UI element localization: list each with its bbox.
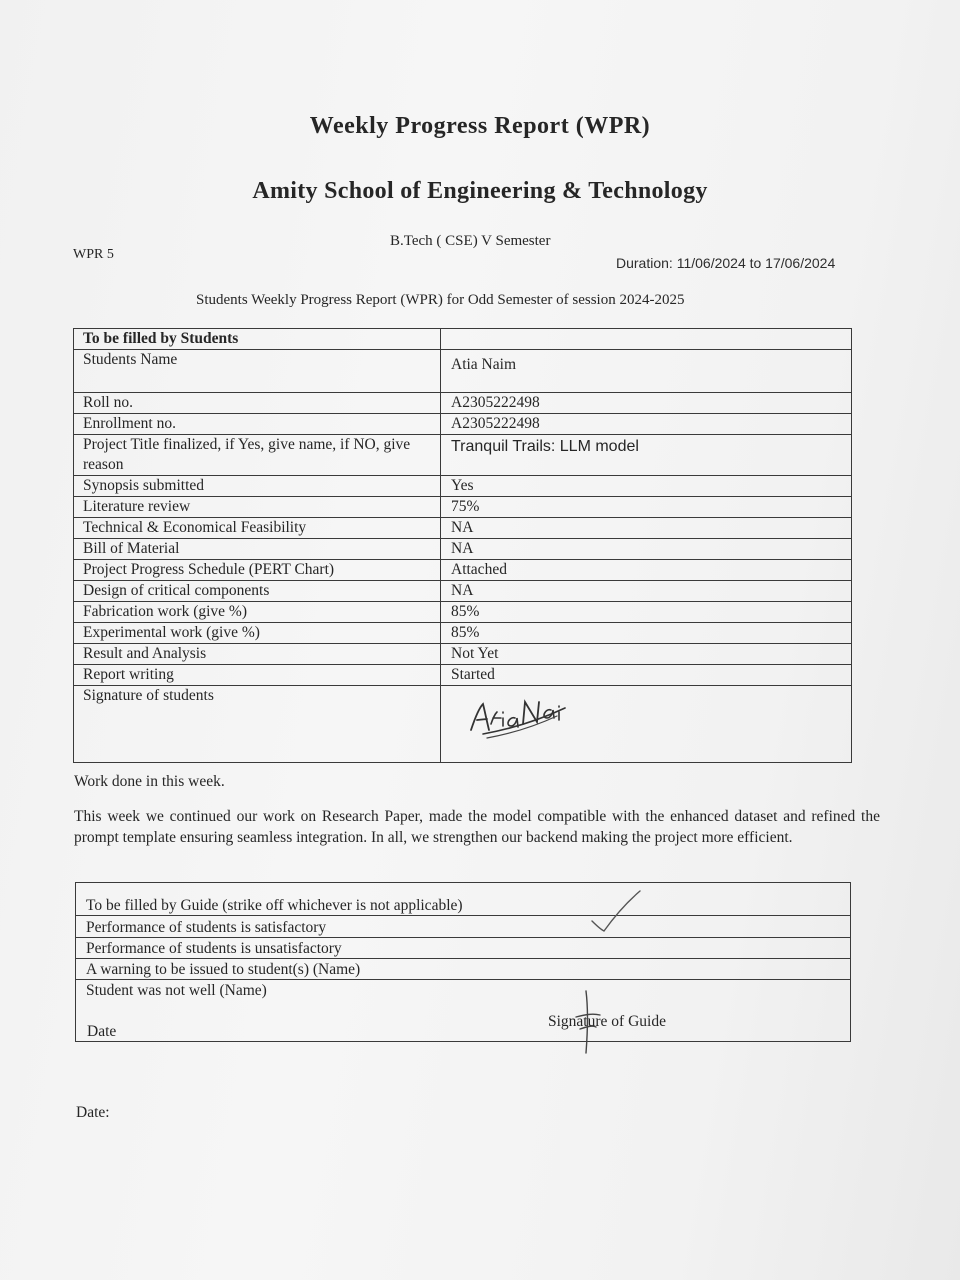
table-row [74,476,852,497]
table-row [74,435,852,476]
table-row [74,414,852,435]
row-value: Yes [441,476,852,497]
row-label: Synopsis submitted [74,476,441,497]
row-label: Enrollment no. [74,414,441,435]
row-value: NA [441,518,852,539]
table-row [74,350,852,393]
guide-table-header: To be filled by Guide (strike off whichever is not applicable) [76,895,850,916]
wpr-number: WPR 5 [73,247,114,262]
row-value: Tranquil Trails: LLM model [441,435,852,476]
work-done-label: Work done in this week. [74,773,225,790]
guide-row: Student was not well (Name) [86,982,267,999]
row-label: Technical & Economical Feasibility [74,518,441,539]
row-label: Report writing [74,665,441,686]
row-label: Roll no. [74,393,441,414]
guide-signature-image [570,987,610,1057]
table-row [74,623,852,644]
row-value: A2305222498 [441,393,852,414]
row-label: Literature review [74,497,441,518]
table-row [74,497,852,518]
table-row [74,665,852,686]
table-row [74,518,852,539]
row-value: 85% [441,623,852,644]
guide-row: Performance of students is satisfactory [76,917,850,938]
table-row [74,644,852,665]
program-line: B.Tech ( CSE) V Semester [390,233,551,249]
table-row [74,686,852,763]
guide-table [75,882,851,1042]
row-value: 75% [441,497,852,518]
row-value: Not Yet [441,644,852,665]
student-signature-cell [441,686,852,763]
student-signature-image [465,694,575,742]
table-row [74,393,852,414]
guide-date-label: Date [87,1023,117,1040]
table-row [74,581,852,602]
row-label: Signature of students [74,686,441,763]
report-title: Weekly Progress Report (WPR) [309,113,651,139]
student-table-header: To be filled by Students [74,329,441,350]
guide-row: A warning to be issued to student(s) (Name) [76,959,850,980]
table-header-blank [441,329,852,350]
row-value: Started [441,665,852,686]
table-row [74,602,852,623]
row-value: A2305222498 [441,414,852,435]
row-label: Result and Analysis [74,644,441,665]
guide-signature-label: Signature of Guide [548,1013,666,1030]
work-done-text: This week we continued our work on Research Paper, made the model compatible with the enhanced dataset and refined the prompt template ensuring seamless integration. In all, we strengthen our backend making the project more efficient. [74,808,880,846]
table-row [74,560,852,581]
row-value: 85% [441,602,852,623]
row-value: Atia Naim [441,350,852,393]
row-value: NA [441,539,852,560]
footer-date-label: Date: [76,1104,110,1121]
row-label: Bill of Material [74,539,441,560]
row-value: Attached [441,560,852,581]
row-label: Students Name [74,350,441,393]
student-table [73,328,852,763]
row-label: Design of critical components [74,581,441,602]
row-label: Project Progress Schedule (PERT Chart) [74,560,441,581]
duration: Duration: 11/06/2024 to 17/06/2024 [616,255,836,271]
row-label: Project Title finalized, if Yes, give name, if NO, give reason [74,435,441,476]
row-value: NA [441,581,852,602]
guide-row: Performance of students is unsatisfactory [76,938,850,959]
row-label: Fabrication work (give %) [74,602,441,623]
table-row [74,539,852,560]
table-header-row [74,329,852,350]
school-name: Amity School of Engineering & Technology [252,178,708,204]
row-label: Experimental work (give %) [74,623,441,644]
checkmark-icon [586,887,646,937]
report-subtitle: Students Weekly Progress Report (WPR) for Odd Semester of session 2024-2025 [196,292,685,308]
